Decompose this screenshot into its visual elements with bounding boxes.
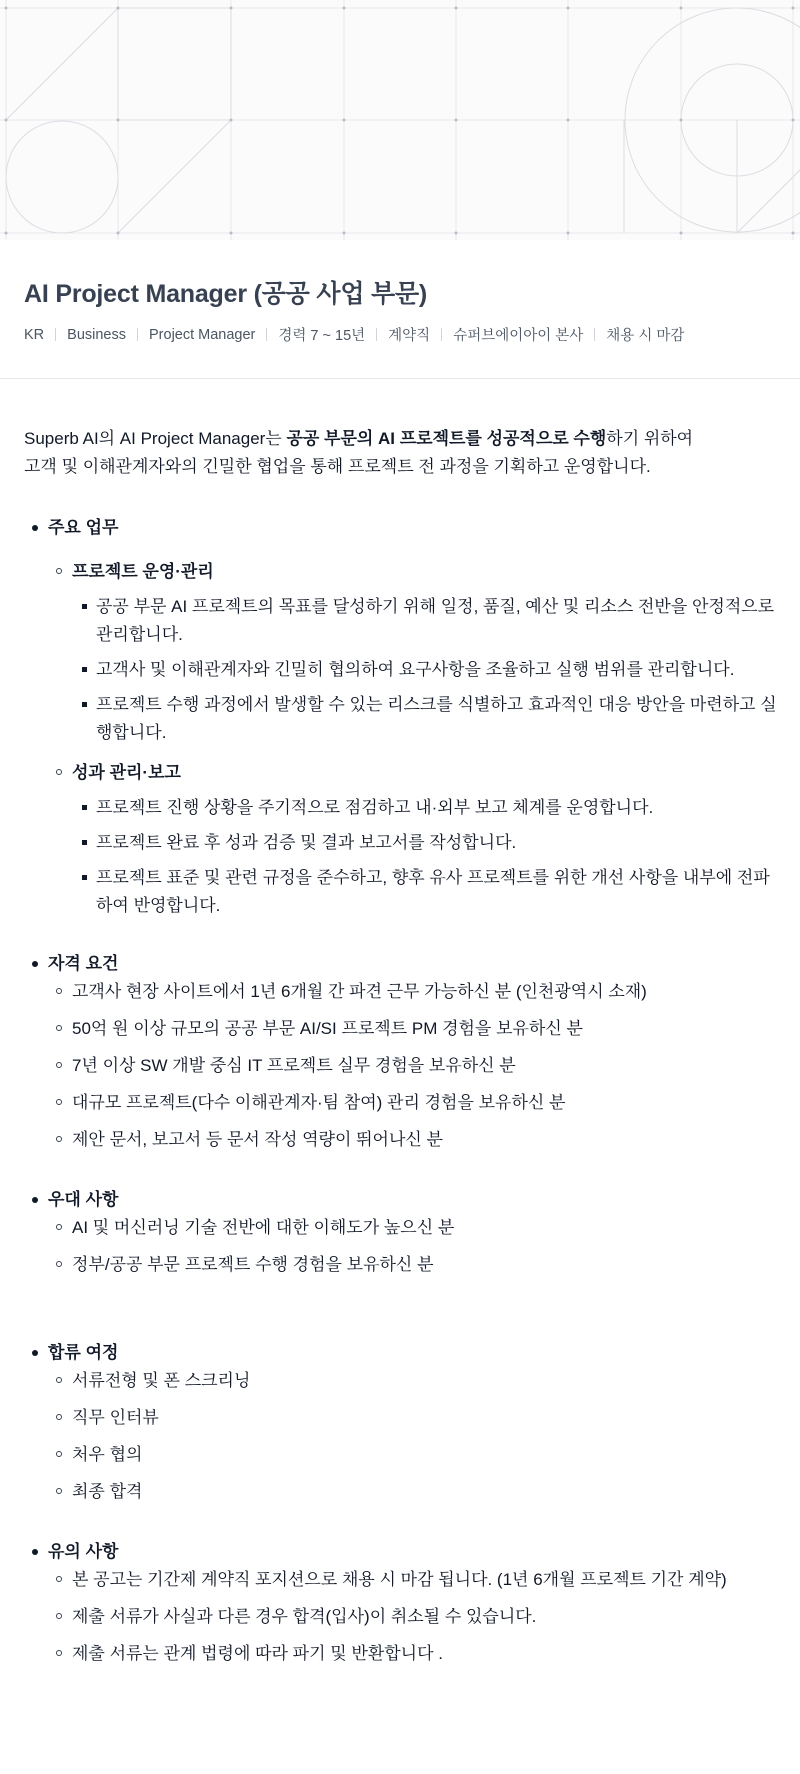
section-preferred: [24, 1186, 784, 1279]
meta-deadline: 채용 시 마감: [606, 328, 685, 344]
duty-group: [72, 558, 784, 747]
process-step: 서류전형 및 폰 스크리닝: [72, 1367, 784, 1395]
note-item: 제출 서류는 관계 법령에 따라 파기 및 반환합니다 .: [72, 1640, 784, 1668]
meta-divider: [55, 328, 56, 341]
qualification-item: 제안 문서, 보고서 등 문서 작성 역량이 뛰어나신 분: [72, 1126, 784, 1154]
process-step: 처우 협의: [72, 1441, 784, 1469]
meta-divider: [137, 328, 138, 341]
section-title: 자격 요건: [48, 950, 784, 978]
section-title: 우대 사항: [48, 1186, 784, 1214]
duty-group-title: 성과 관리·보고: [72, 763, 181, 782]
duty-item: 프로젝트 진행 상황을 주기적으로 점검하고 내·외부 보고 체계를 운영합니다.: [96, 794, 784, 822]
duty-group: [72, 759, 784, 920]
intro-highlight: 공공 부문의 AI 프로젝트를 성공적으로 수행: [286, 429, 607, 448]
meta-department: Business: [67, 326, 126, 343]
job-header: [0, 240, 800, 379]
meta-country: KR: [24, 326, 45, 343]
section-notes: [24, 1538, 784, 1668]
meta-location: 슈퍼브에이아이 본사: [453, 328, 584, 344]
intro-text: 고객 및 이해관계자와의 긴밀한 협업을 통해 프로젝트 전 과정을 기획하고 운영합니다.: [24, 457, 651, 476]
duty-item: 프로젝트 수행 과정에서 발생할 수 있는 리스크를 식별하고 효과적인 대응 방안을 마련하고 실행합니다.: [96, 691, 784, 747]
intro-paragraph: [24, 425, 784, 481]
intro-text: Superb AI의 AI Project Manager는: [24, 429, 287, 448]
job-meta: [24, 324, 684, 345]
process-step: 직무 인터뷰: [72, 1404, 784, 1432]
note-item: 본 공고는 기간제 계약직 포지션으로 채용 시 마감 됩니다. (1년 6개월 프로젝트 기간 계약): [72, 1566, 784, 1594]
meta-divider: [376, 328, 377, 341]
qualification-item: 고객사 현장 사이트에서 1년 6개월 간 파견 근무 가능하신 분 (인천광역시 소재): [72, 978, 784, 1006]
qualification-item: 7년 이상 SW 개발 중심 IT 프로젝트 실무 경험을 보유하신 분: [72, 1052, 784, 1080]
meta-employment-type: 계약직: [388, 328, 431, 344]
note-item: 제출 서류가 사실과 다른 경우 합격(입사)이 취소될 수 있습니다.: [72, 1603, 784, 1631]
qualification-item: 대규모 프로젝트(다수 이해관계자·팀 참여) 관리 경험을 보유하신 분: [72, 1089, 784, 1117]
meta-role: Project Manager: [149, 326, 256, 343]
process-step: 최종 합격: [72, 1478, 784, 1506]
hero-banner: [0, 0, 800, 240]
section-title: 합류 여정: [48, 1339, 784, 1367]
section-qualifications: [24, 950, 784, 1154]
duty-item: 공공 부문 AI 프로젝트의 목표를 달성하기 위해 일정, 품질, 예산 및 리소스 전반을 안정적으로 관리합니다.: [96, 593, 784, 649]
job-description: [24, 425, 784, 1668]
section-duties: [24, 514, 784, 920]
meta-divider: [441, 328, 442, 341]
section-title: 주요 업무: [48, 514, 784, 542]
hero-geometric-pattern: [0, 0, 800, 240]
duty-group-title: 프로젝트 운영·관리: [72, 562, 214, 581]
preferred-item: 정부/공공 부문 프로젝트 수행 경험을 보유하신 분: [72, 1251, 784, 1279]
duty-item: 프로젝트 완료 후 성과 검증 및 결과 보고서를 작성합니다.: [96, 829, 784, 857]
preferred-item: AI 및 머신러닝 기술 전반에 대한 이해도가 높으신 분: [72, 1214, 784, 1242]
duty-item: 프로젝트 표준 및 관련 규정을 준수하고, 향후 유사 프로젝트를 위한 개선 사항을 내부에 전파하여 반영합니다.: [96, 864, 784, 920]
duty-item: 고객사 및 이해관계자와 긴밀히 협의하여 요구사항을 조율하고 실행 범위를 관리합니다.: [96, 656, 784, 684]
meta-divider: [594, 328, 595, 341]
section-process: [24, 1339, 784, 1506]
meta-divider: [266, 328, 267, 341]
qualification-item: 50억 원 이상 규모의 공공 부문 AI/SI 프로젝트 PM 경험을 보유하신 분: [72, 1015, 784, 1043]
intro-text: 하기 위하여: [606, 429, 694, 448]
section-title: 유의 사항: [48, 1538, 784, 1566]
job-title: AI Project Manager (공공 사업 부문): [24, 280, 428, 308]
meta-experience: 경력 7 ~ 15년: [278, 328, 366, 344]
